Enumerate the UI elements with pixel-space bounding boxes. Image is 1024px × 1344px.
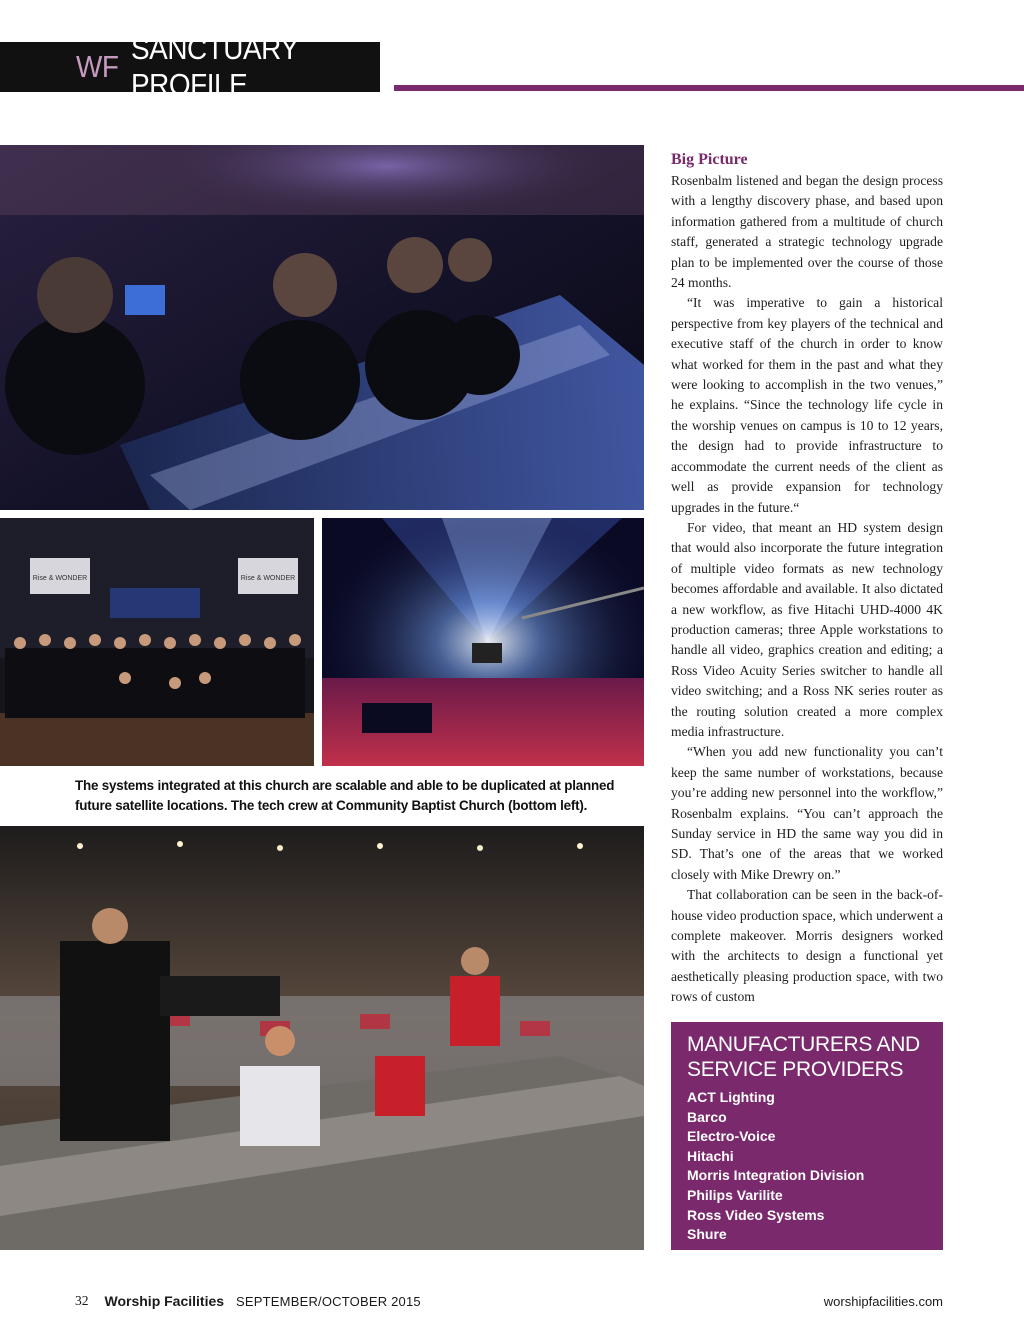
- list-item: Morris Integration Division: [687, 1167, 865, 1184]
- issue-date: SEPTEMBER/OCTOBER 2015: [236, 1293, 421, 1309]
- list-item: Barco: [687, 1108, 727, 1125]
- article-paragraph: For video, that meant an HD system design that would also incorporate the future integration of multiple video formats as new technology becomes affordable and available. It also dictated a new workflow, as five Hitachi UHD-4000 4K production cameras; three Apple workstations to handle all video, graphics creation and editing; a Ross Video Acuity Series switcher to handle all video switching; and a Ross NK series router as the routing solution created a more complex media infrastructure.: [671, 519, 943, 739]
- projector-laser-photo: [322, 518, 644, 766]
- tech-crew-group-photo: [0, 518, 314, 766]
- website-link[interactable]: worshipfacilities.com: [823, 1293, 943, 1309]
- article-paragraph: Rosenbalm listened and began the design process with a lengthy discovery phase, and based upon information gathered from a multitude of church staff, generated a strategic technology upgrade plan to be implemented over the course of those 24 months.: [671, 173, 943, 291]
- section-prefix: WF: [76, 49, 119, 84]
- article-paragraph: “When you add new functionality you can’t keep the same number of workstations, because you’re adding new personnel into the workflow,” Rosenbalm explains. “You can’t approach the Sunday service in HD the same way you did in SD. That’s one of the areas that we worked closely with Mike Drewry on.”: [671, 744, 943, 882]
- magazine-name: Worship Facilities: [104, 1293, 225, 1309]
- list-item: Electro-Voice: [687, 1128, 776, 1145]
- mixing-console-photo: [0, 145, 644, 510]
- sidebar-title: MANUFACTURERS AND SERVICE PROVIDERS: [687, 1033, 920, 1081]
- photo-caption: The systems integrated at this church are scalable and able to be duplicated at planned future satellite locations. The tech crew at Community Baptist Church (bottom left).: [75, 778, 615, 813]
- header-rule: [394, 85, 1024, 91]
- screen-text-left: Rise & WONDER: [32, 575, 88, 582]
- screen-text-right: Rise & WONDER: [240, 575, 296, 582]
- section-header: [0, 31, 380, 102]
- list-item: ACT Lighting: [687, 1089, 775, 1105]
- article-paragraph: “It was imperative to gain a historical perspective from key players of the technical and executive staff of the church in order to know what worked for them in the past and what they were looking to accomplish in the two venues,” he explains. “Since the technology life cycle in the worship venues on campus is 10 to 12 years, the design had to provide infrastructure to accommodate the current needs of the client as well as provide expansion for technology upgrades in the future.“: [671, 295, 943, 515]
- manufacturers-list: [687, 1088, 927, 1245]
- list-item: Ross Video Systems: [687, 1206, 825, 1223]
- article-column: [671, 151, 943, 1008]
- article-heading: Big Picture: [671, 151, 748, 168]
- page-footer: [75, 1291, 943, 1311]
- list-item: Philips Varilite: [687, 1186, 783, 1203]
- article-paragraph: That collaboration can be seen in the back-of-house video production space, which underwent a complete makeover. Morris designers worked with the architects to design a functional yet aesthetically pleasing production space, with two rows of custom: [671, 887, 943, 1005]
- section-title: SANCTUARY PROFILE: [131, 31, 299, 102]
- manufacturers-sidebar: [671, 1022, 943, 1250]
- list-item: Shure: [687, 1226, 727, 1243]
- list-item: Hitachi: [687, 1147, 734, 1164]
- page-number: 32: [75, 1293, 89, 1308]
- camera-operators-photo: [0, 826, 644, 1250]
